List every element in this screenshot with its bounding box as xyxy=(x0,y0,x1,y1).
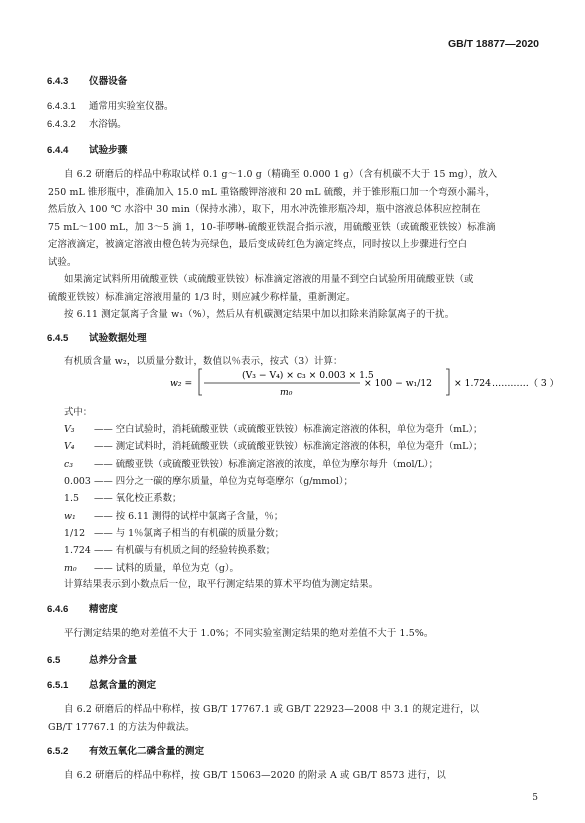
symbol-desc: —— 四分之一碳的摩尔质量，单位为克每毫摩尔（g/mmol）； xyxy=(94,476,353,487)
symbol: V₄ xyxy=(64,441,75,452)
result-note: 计算结果表示到小数点后一位，取平行测定结果的算术平均值为测定结果。 xyxy=(64,579,379,590)
paragraph-line: 250 mL 锥形瓶中，准确加入 15.0 mL 重铬酸钾溶液和 20 mL 硫酸，并于锥形瓶口加一个弯颈小漏斗， xyxy=(48,187,496,198)
symbol-desc: —— 硫酸亚铁（或硫酸亚铁铵）标准滴定溶液的浓度，单位为摩尔每升（mol/L）； xyxy=(94,459,438,470)
formula-lhs: w₂ = xyxy=(170,378,193,389)
symbol: 1/12 xyxy=(64,528,86,539)
symbol-desc: —— 测定试料时，消耗硫酸亚铁（或硫酸亚铁铵）标准滴定溶液的体积，单位为毫升（mL）； xyxy=(94,441,483,452)
paragraph-line: 75 mL～100 mL，加 3～5 滴 1，10-菲啰啉-硫酸亚铁混合指示液，用硫酸亚铁（或硫酸亚铁铵）标准滴 xyxy=(48,222,496,233)
symbol: c₃ xyxy=(64,459,74,470)
section-heading-6-5-1 xyxy=(47,677,156,691)
symbol-row xyxy=(64,421,482,435)
paragraph-line: 按 6.11 测定氯离子含量 w₁（%），然后从有机碳测定结果中加以扣除来消除氯离子的干扰。 xyxy=(64,309,455,320)
paragraph-line: 试验。 xyxy=(48,257,77,268)
item-text: 水浴锅。 xyxy=(89,119,127,130)
paragraph-line: 然后放入 100 ℃ 水浴中 30 min（保持水沸），取下，用水冲洗锥形瓶冷却，瓶中溶液总体积应控制在 xyxy=(48,204,481,215)
symbol: w₁ xyxy=(64,511,76,522)
left-bracket xyxy=(199,369,202,395)
right-bracket xyxy=(446,369,449,395)
section-heading-6-4-4 xyxy=(47,142,127,156)
symbol-row xyxy=(64,456,438,470)
paragraph-line: 如果滴定试料所用硫酸亚铁（或硫酸亚铁铵）标准滴定溶液的用量不到空白试验所用硫酸亚铁（或 xyxy=(64,274,474,285)
symbol-row xyxy=(64,490,181,504)
symbol-desc: —— 有机碳与有机质之间的经验转换系数； xyxy=(94,545,276,556)
section-heading-6-4-6 xyxy=(47,601,118,615)
section-number: 6.5.2 xyxy=(47,746,69,757)
symbol: V₃ xyxy=(64,424,75,435)
symbol-desc: —— 空白试验时，消耗硫酸亚铁（或硫酸亚铁铵）标准滴定溶液的体积，单位为毫升（mL）； xyxy=(94,424,483,435)
list-item-6-4-3-2 xyxy=(47,116,127,130)
symbol-row xyxy=(64,525,284,539)
paragraph-line: 自 6.2 研磨后的样品中称样，按 GB/T 15063—2020 的附录 A 或 GB/T 8573 进行，以 xyxy=(64,770,446,781)
symbol-desc: —— 按 6.11 测得的试样中氯离子含量，％； xyxy=(94,511,284,522)
formula-3 xyxy=(170,364,559,400)
symbol-desc: —— 氧化校正系数； xyxy=(94,493,182,504)
symbol-row xyxy=(64,560,239,574)
formula-tail: × 100 − w₁/12 xyxy=(364,378,433,389)
section-title: 有效五氧化二磷含量的测定 xyxy=(89,746,205,757)
formula-denominator: m₀ xyxy=(280,387,293,398)
item-number: 6.4.3.2 xyxy=(47,118,76,129)
symbol: 1.724 xyxy=(64,545,91,556)
item-number: 6.4.3.1 xyxy=(47,100,76,111)
list-item-6-4-3-1 xyxy=(47,98,173,112)
section-number: 6.5.1 xyxy=(47,680,69,691)
section-title: 总氮含量的测定 xyxy=(89,680,157,691)
section-number: 6.4.6 xyxy=(47,604,69,615)
page-number: 5 xyxy=(532,793,538,803)
symbol-row xyxy=(64,508,283,522)
equation-number: …………（ 3 ） xyxy=(492,378,559,389)
standard-code-header: GB/T 18877—2020 xyxy=(447,38,539,50)
symbol: 1.5 xyxy=(64,493,79,504)
item-text: 通常用实验室仪器。 xyxy=(89,101,174,112)
section-title: 精密度 xyxy=(89,604,118,615)
symbol: 0.003 xyxy=(64,476,91,487)
section-heading-6-4-5 xyxy=(47,330,147,344)
symbol-desc: —— 试料的质量，单位为克（g）。 xyxy=(94,563,239,574)
section-number: 6.5 xyxy=(47,655,61,666)
paragraph-line: 硫酸亚铁铵）标准滴定溶液用量的 1/3 时，则应减少称样量，重新测定。 xyxy=(48,292,356,303)
section-number: 6.4.3 xyxy=(47,76,69,87)
section-heading-6-4-3 xyxy=(47,73,127,87)
section-heading-6-5 xyxy=(47,652,137,666)
formula-factor: × 1.724 xyxy=(454,378,491,389)
paragraph-line: 定溶液滴定，被滴定溶液由橙色转为亮绿色，最后变成砖红色为滴定终点，同时按以上步骤进行空白 xyxy=(48,239,468,250)
symbol-row xyxy=(64,473,353,487)
section-title: 仪器设备 xyxy=(89,76,128,87)
section-title: 试验数据处理 xyxy=(89,333,147,344)
section-number: 6.4.4 xyxy=(47,145,69,156)
calculation-intro: 有机质含量 w₂，以质量分数计，数值以％表示，按式（3）计算： xyxy=(64,356,343,367)
symbol-row xyxy=(64,542,275,556)
paragraph-line: 自 6.2 研磨后的样品中称取试样 0.1 g～1.0 g（精确至 0.000 1 g）（含有机碳不大于 15 mg），放入 xyxy=(64,169,498,180)
symbol-desc: —— 与 1％氯离子相当的有机碳的质量分数； xyxy=(94,528,285,539)
paragraph-line: GB/T 17767.1 的方法为仲裁法。 xyxy=(48,722,195,733)
section-number: 6.4.5 xyxy=(47,333,69,344)
section-heading-6-5-2 xyxy=(47,743,204,757)
symbol: m₀ xyxy=(64,563,77,574)
section-title: 总养分含量 xyxy=(89,655,137,666)
precision-text: 平行测定结果的绝对差值不大于 1.0%；不同实验室测定结果的绝对差值不大于 1.5%。 xyxy=(64,628,434,639)
symbol-row xyxy=(64,438,482,452)
formula-numerator: (V₃ − V₄) × c₃ × 0.003 × 1.5 xyxy=(242,370,374,381)
where-label: 式中： xyxy=(64,407,93,418)
paragraph-line: 自 6.2 研磨后的样品中称样，按 GB/T 17767.1 或 GB/T 22923—2008 中 3.1 的规定进行，以 xyxy=(64,704,480,715)
section-title: 试验步骤 xyxy=(89,145,128,156)
